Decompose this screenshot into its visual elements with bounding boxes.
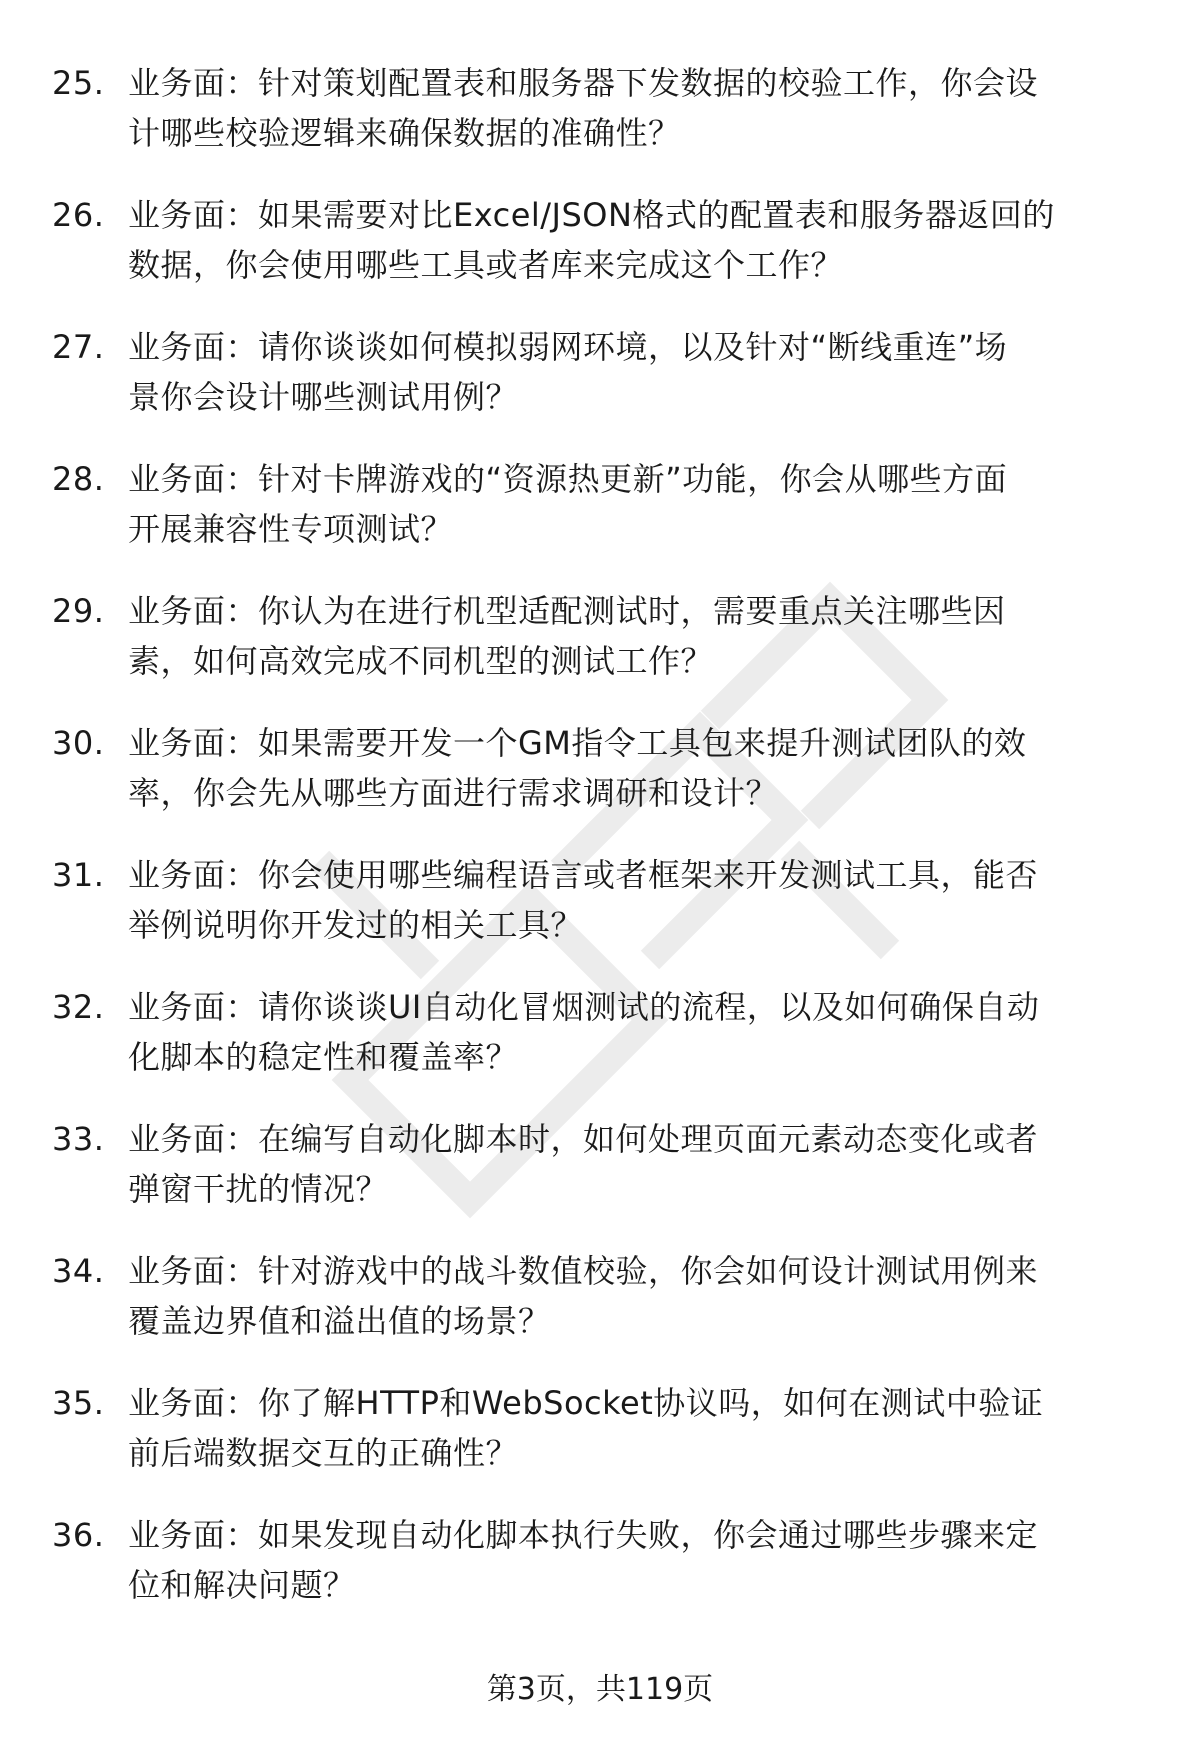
question-text — [128, 718, 1158, 818]
question-number: 30. — [52, 724, 105, 762]
list-item — [0, 58, 1200, 190]
question-line: 业务面：如果需要对比Excel/JSON格式的配置表和服务器返回的 — [128, 196, 1055, 234]
question-number: 32. — [52, 988, 105, 1026]
question-line: 化脚本的稳定性和覆盖率？ — [128, 1038, 519, 1076]
question-line: 开展兼容性专项测试？ — [128, 510, 454, 548]
question-number: 36. — [52, 1516, 105, 1554]
question-line: 数据，你会使用哪些工具或者库来完成这个工作？ — [128, 246, 844, 284]
page-number-footer: 第3页，共119页 — [486, 1672, 714, 1707]
question-line: 业务面：针对卡牌游戏的“资源热更新”功能，你会从哪些方面 — [128, 460, 1008, 498]
question-number: 31. — [52, 856, 105, 894]
question-number: 33. — [52, 1120, 105, 1158]
question-number: 29. — [52, 592, 105, 630]
question-line: 位和解决问题？ — [128, 1566, 356, 1604]
list-item — [0, 850, 1200, 982]
question-list — [0, 58, 1200, 1642]
question-line: 业务面：你认为在进行机型适配测试时，需要重点关注哪些因 — [128, 592, 1006, 630]
list-item — [0, 718, 1200, 850]
list-item — [0, 322, 1200, 454]
question-number: 26. — [52, 196, 105, 234]
question-line: 率，你会先从哪些方面进行需求调研和设计？ — [128, 774, 779, 812]
question-text — [128, 190, 1158, 290]
question-line: 业务面：针对策划配置表和服务器下发数据的校验工作，你会设 — [128, 64, 1039, 102]
list-item — [0, 454, 1200, 586]
list-item — [0, 1510, 1200, 1642]
list-item — [0, 1378, 1200, 1510]
list-item — [0, 1114, 1200, 1246]
question-line: 前后端数据交互的正确性？ — [128, 1434, 519, 1472]
question-line: 业务面：你会使用哪些编程语言或者框架来开发测试工具，能否 — [128, 856, 1039, 894]
question-text — [128, 982, 1158, 1082]
question-text — [128, 850, 1158, 950]
list-item — [0, 982, 1200, 1114]
question-line: 业务面：在编写自动化脚本时，如何处理页面元素动态变化或者 — [128, 1120, 1039, 1158]
question-text — [128, 1114, 1158, 1214]
question-line: 业务面：如果发现自动化脚本执行失败，你会通过哪些步骤来定 — [128, 1516, 1039, 1554]
question-text — [128, 322, 1158, 422]
question-line: 举例说明你开发过的相关工具？ — [128, 906, 584, 944]
question-line: 业务面：请你谈谈如何模拟弱网环境，以及针对“断线重连”场 — [128, 328, 1008, 366]
question-line: 业务面：针对游戏中的战斗数值校验，你会如何设计测试用例来 — [128, 1252, 1039, 1290]
question-text — [128, 454, 1158, 554]
question-line: 计哪些校验逻辑来确保数据的准确性？ — [128, 114, 681, 152]
question-line: 业务面：如果需要开发一个GM指令工具包来提升测试团队的效 — [128, 724, 1027, 762]
question-number: 28. — [52, 460, 105, 498]
question-line: 素，如何高效完成不同机型的测试工作？ — [128, 642, 714, 680]
question-text — [128, 58, 1158, 158]
question-number: 25. — [52, 64, 105, 102]
list-item — [0, 190, 1200, 322]
list-item — [0, 1246, 1200, 1378]
question-line: 覆盖边界值和溢出值的场景？ — [128, 1302, 551, 1340]
question-line: 业务面：请你谈谈UI自动化冒烟测试的流程，以及如何确保自动 — [128, 988, 1040, 1026]
list-item — [0, 586, 1200, 718]
question-text — [128, 586, 1158, 686]
question-number: 27. — [52, 328, 105, 366]
question-number: 34. — [52, 1252, 105, 1290]
question-text — [128, 1246, 1158, 1346]
question-line: 景你会设计哪些测试用例？ — [128, 378, 519, 416]
question-line: 弹窗干扰的情况？ — [128, 1170, 389, 1208]
question-line: 业务面：你了解HTTP和WebSocket协议吗，如何在测试中验证 — [128, 1384, 1044, 1422]
question-text — [128, 1378, 1158, 1478]
question-number: 35. — [52, 1384, 105, 1422]
question-text — [128, 1510, 1158, 1610]
